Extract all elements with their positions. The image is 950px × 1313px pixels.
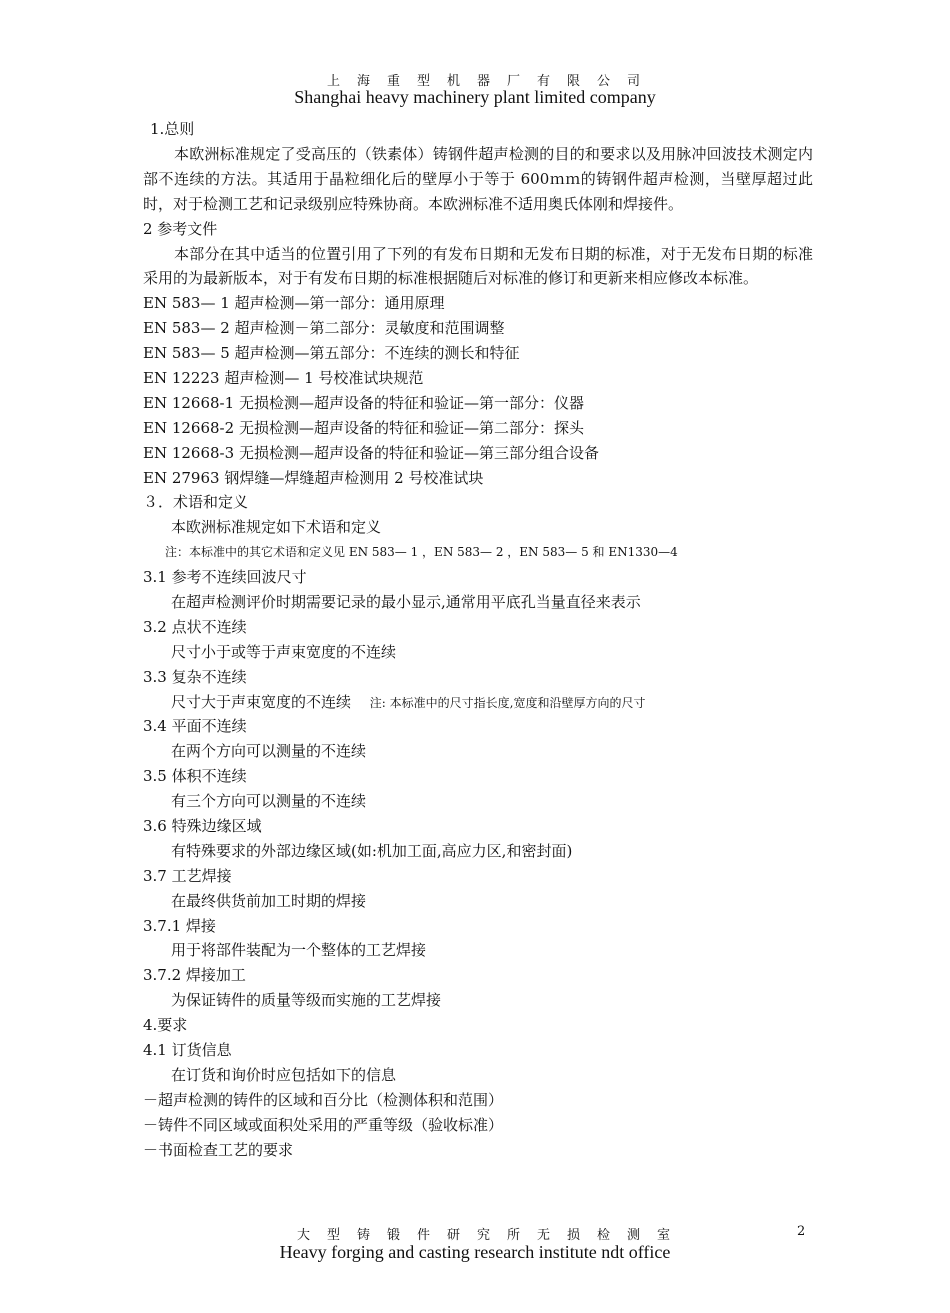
section-2-paragraph: 本部分在其中适当的位置引用了下列的有发布日期和无发布日期的标准，对于无发布日期的标准采用的为最新版本，对于有发布日期的标准根据随后对标准的修订和更新来相应修改本标准。 <box>143 244 813 288</box>
term-3-1-definition: 在超声检测评价时期需要记录的最小显示,通常用平底孔当量直径来表示 <box>171 593 641 611</box>
term-3-3-title: 3.3 复杂不连续 <box>143 667 247 686</box>
reference-item: EN 583— 5 超声检测—第五部分：不连续的测长和特征 <box>143 344 520 363</box>
term-3-7-definition: 在最终供货前加工时期的焊接 <box>171 891 367 910</box>
order-info-item: －书面检查工艺的要求 <box>143 1140 294 1159</box>
reference-item: EN 12223 超声检测— 1 号校准试块规范 <box>143 368 424 387</box>
term-3-3-note: 注: 本标准中的尺寸指长度,宽度和沿壁厚方向的尺寸 <box>369 695 646 710</box>
section-3-title: ３．术语和定义 <box>143 493 249 512</box>
term-3-3-row <box>143 690 813 715</box>
order-info-item: －铸件不同区域或面积处采用的严重等级（验收标准） <box>143 1115 504 1134</box>
section-4-1-title: 4.1 订货信息 <box>143 1041 232 1060</box>
reference-item: EN 12668-1 无损检测—超声设备的特征和验证—第一部分：仪器 <box>143 393 584 412</box>
document-body <box>143 117 813 1162</box>
reference-item: EN 583— 2 超声检测－第二部分：灵敏度和范围调整 <box>143 319 505 338</box>
footer-institute-en: Heavy forging and casting research institute ndt office <box>279 1242 671 1262</box>
term-3-7-1-definition: 用于将部件装配为一个整体的工艺焊接 <box>171 941 427 960</box>
term-3-7-title: 3.7 工艺焊接 <box>143 866 232 885</box>
section-1-title: 1.总则 <box>150 120 195 138</box>
reference-item: EN 27963 钢焊缝—焊缝超声检测用 2 号校准试块 <box>143 468 484 487</box>
term-3-7-1-title: 3.7.1 焊接 <box>143 916 216 935</box>
section-4-1-intro: 在订货和询价时应包括如下的信息 <box>171 1065 397 1084</box>
term-3-4-definition: 在两个方向可以测量的不连续 <box>171 742 367 761</box>
header-company-cn: 上海重型机器厂有限公司 <box>326 74 657 89</box>
term-3-2-title: 3.2 点状不连续 <box>143 617 247 636</box>
header-company-en: Shanghai heavy machinery plant limited company <box>294 87 656 107</box>
term-3-2-definition: 尺寸小于或等于声束宽度的不连续 <box>171 642 397 661</box>
page-number: 2 <box>797 1224 806 1239</box>
reference-item: EN 12668-2 无损检测—超声设备的特征和验证—第二部分：探头 <box>143 418 584 437</box>
term-3-4-title: 3.4 平面不连续 <box>143 717 247 736</box>
term-3-7-2-title: 3.7.2 焊接加工 <box>143 966 246 985</box>
term-3-6-title: 3.6 特殊边缘区域 <box>143 817 262 836</box>
section-4-title: 4.要求 <box>143 1016 188 1035</box>
term-3-5-definition: 有三个方向可以测量的不连续 <box>171 792 367 811</box>
order-info-item: －超声检测的铸件的区域和百分比（检测体积和范围） <box>143 1090 504 1109</box>
section-3-note: 注：本标准中的其它术语和定义见 EN 583— 1 ，EN 583— 2 ，EN 583— 5 和 EN1330—4 <box>165 545 678 560</box>
term-3-6-definition: 有特殊要求的外部边缘区域(如:机加工面,高应力区,和密封面) <box>171 841 573 860</box>
term-3-5-title: 3.5 体积不连续 <box>143 767 247 786</box>
reference-item: EN 583— 1 超声检测—第一部分：通用原理 <box>143 294 445 313</box>
section-2-title: 2 参考文件 <box>143 219 218 238</box>
footer-institute-cn: 大型铸锻件研究所无损检测室 <box>296 1228 687 1243</box>
term-3-3-definition: 尺寸大于声束宽度的不连续 <box>171 692 352 711</box>
section-1-paragraph: 本欧洲标准规定了受高压的（铁素体）铸钢件超声检测的目的和要求以及用脉冲回波技术测定内部不连续的方法。其适用于晶粒细化后的壁厚小于等于 600ｍｍ的铸钢件超声检测，当壁厚超过此时，对于检测工艺和记录级别应特殊协商。本欧洲标准不适用奥氏体刚和焊接件。 <box>143 144 813 213</box>
term-3-1-title: 3.1 参考不连续回波尺寸 <box>143 568 307 587</box>
term-3-7-2-definition: 为保证铸件的质量等级而实施的工艺焊接 <box>171 991 442 1010</box>
section-3-intro: 本欧洲标准规定如下术语和定义 <box>171 518 382 537</box>
reference-item: EN 12668-3 无损检测—超声设备的特征和验证—第三部分组合设备 <box>143 443 599 462</box>
